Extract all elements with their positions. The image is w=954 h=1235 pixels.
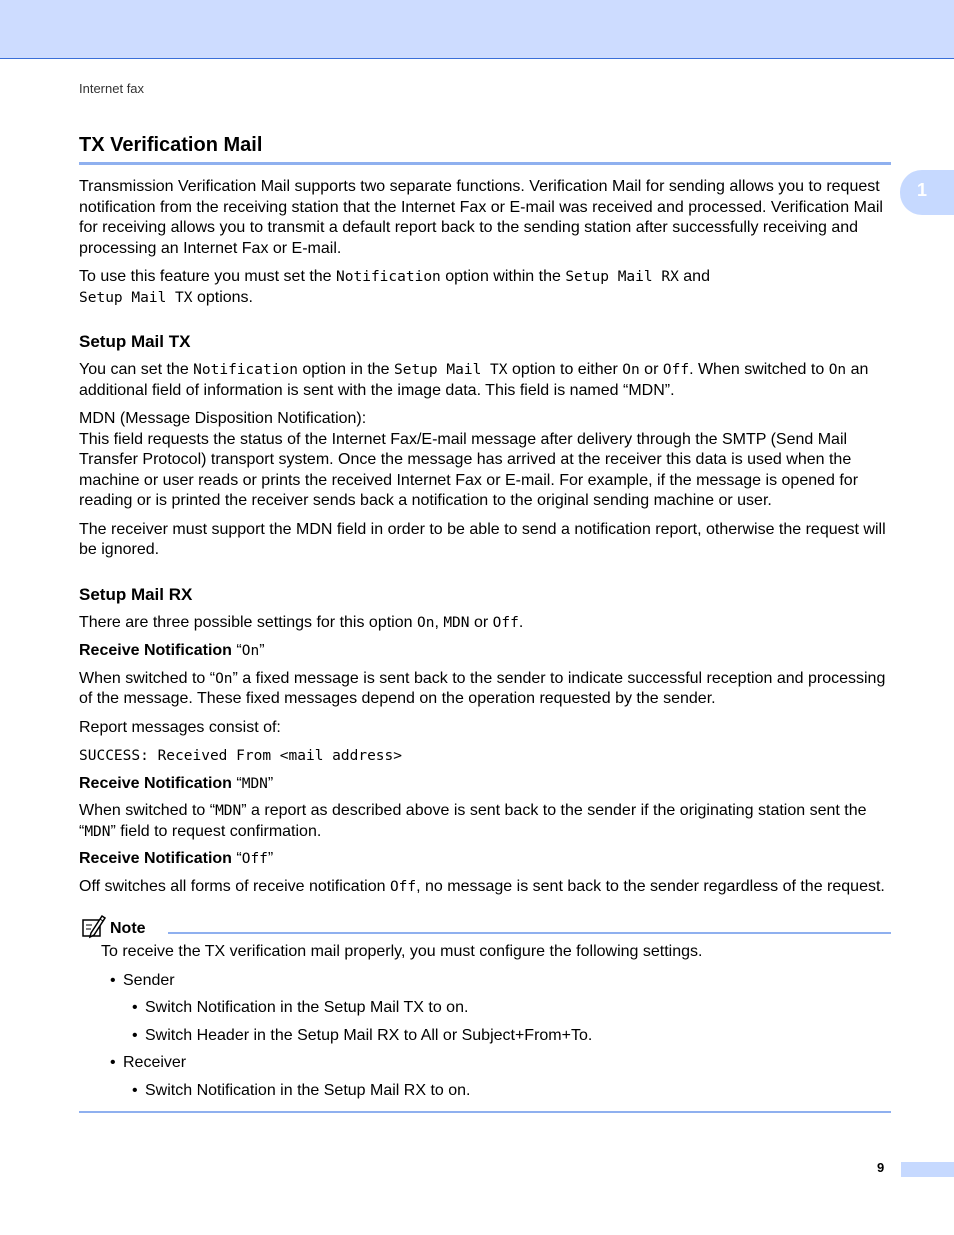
note-bullet-sender: • Sender [110, 971, 175, 989]
intro-paragraph: Transmission Verification Mail supports two separate functions. Verification Mail for sending allows you to request notification from the receiving station that the Internet Fax or E-mail was received and processed. Verification Mail for receiving allows you to transmit a default report back to the sending station after successfully receiving and processing an Internet Fax or E-mail. [79, 178, 883, 257]
on-paragraph: When switched to “On” a fixed message is sent back to the sender to indicate successful reception and processing of the message. These fixed messages depend on the operation requested by the sender. [79, 669, 886, 707]
page-number-bar [901, 1162, 954, 1177]
header-band [0, 0, 954, 59]
report-code: SUCCESS: Received From <mail address> [79, 748, 403, 764]
page-content [79, 134, 891, 1113]
report-intro: Report messages consist of: [79, 718, 281, 736]
subheading-off: Receive Notification “Off” [79, 850, 274, 867]
note-bullet-receiver: • Receiver [110, 1054, 187, 1071]
section-heading-tx: Setup Mail TX [79, 332, 191, 351]
mdn-support-paragraph: The receiver must support the MDN field in order to be able to send a notification report, otherwise the request will be ignored. [79, 520, 886, 558]
rx-paragraph: There are three possible settings for this option On, MDN or Off. [79, 613, 524, 631]
running-title: Internet fax [79, 81, 145, 96]
section-heading-rx: Setup Mail RX [79, 584, 193, 604]
note-header [79, 918, 891, 940]
chapter-number: 1 [917, 180, 928, 200]
note-label: Note [110, 920, 146, 937]
note-subbullet: • Switch Header in the Setup Mail RX to All or Subject+From+To. [132, 1026, 593, 1044]
off-paragraph: Off switches all forms of receive notification Off, no message is sent back to the sender regardless of the request. [79, 877, 885, 895]
note-bottom-rule [79, 1111, 891, 1113]
intro-settings-paragraph: To use this feature you must set the Notification option within the Setup Mail RX and Setup Mail TX options. [79, 268, 710, 306]
chapter-tab [900, 170, 954, 215]
mdn-paragraph: When switched to “MDN” a report as described above is sent back to the sender if the originating station sent the “MDN” field to request confirmation. [79, 802, 867, 840]
mdn-definition: MDN (Message Disposition Notification): This field requests the status of the Internet Fax/E-mail message after delivery through the SMTP (Send Mail Transfer Protocol) transport system. Once the message has arrived at the receiver this data is used when the machine or user reads or prints the received Internet Fax or E-mail. For example, if the message is opened for reading or is printed the receiver sends back a notification to the original sending machine or user. [79, 410, 859, 509]
page-title: TX Verification Mail [79, 134, 891, 165]
note-rule [168, 932, 891, 934]
note-subbullet: • Switch Notification in the Setup Mail TX to on. [132, 999, 469, 1016]
subheading-mdn: Receive Notification “MDN” [79, 774, 274, 792]
tx-paragraph: You can set the Notification option in the Setup Mail TX option to either On or Off. When switched to On an additional field of information is sent with the image data. This field is named “MDN”. [79, 361, 869, 399]
page-number: 9 [877, 1160, 885, 1175]
note-pencil-icon [80, 913, 106, 939]
note-subbullet: • Switch Notification in the Setup Mail RX to on. [132, 1081, 471, 1099]
note-text: To receive the TX verification mail properly, you must configure the following settings. [101, 943, 703, 960]
subheading-on: Receive Notification “On” [79, 642, 265, 659]
